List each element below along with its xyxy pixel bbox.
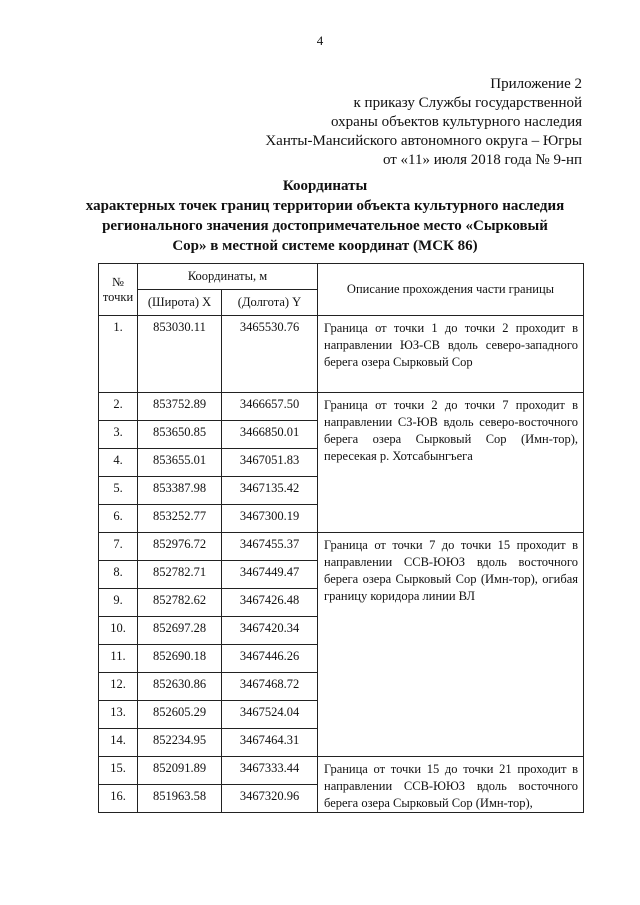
header-point-number: № точки [99, 264, 138, 316]
coord-y: 3467426.48 [222, 589, 318, 617]
coord-y: 3467420.34 [222, 617, 318, 645]
coord-x: 851963.58 [138, 785, 222, 813]
boundary-description: Граница от точки 7 до точки 15 проходит в направлении ССВ-ЮЮЗ вдоль восточного берега озера Сырковый Сор (Имн-тор), огибая границу коридора линии ВЛ [318, 533, 584, 757]
coord-x: 852234.95 [138, 729, 222, 757]
title-line: характерных точек границ территории объекта культурного наследия [85, 198, 565, 214]
point-number: 8. [99, 561, 138, 589]
coord-y: 3466850.01 [222, 421, 318, 449]
boundary-description: Граница от точки 15 до точки 21 проходит в направлении ССВ-ЮЮЗ вдоль восточного берега озера Сырковый Сор (Имн-тор), [318, 757, 584, 813]
point-number: 3. [99, 421, 138, 449]
coord-x: 853030.11 [138, 316, 222, 393]
coord-x: 853252.77 [138, 505, 222, 533]
point-number: 1. [99, 316, 138, 393]
header-coordinates: Координаты, м [138, 264, 318, 290]
point-number: 13. [99, 701, 138, 729]
point-number: 7. [99, 533, 138, 561]
coord-y: 3467449.47 [222, 561, 318, 589]
coord-y: 3467455.37 [222, 533, 318, 561]
document-title [60, 176, 590, 256]
appendix-line: охраны объектов культурного наследия [330, 114, 582, 130]
coord-x: 853650.85 [138, 421, 222, 449]
point-number: 10. [99, 617, 138, 645]
coord-x: 852091.89 [138, 757, 222, 785]
appendix-block [265, 75, 582, 170]
point-number: 14. [99, 729, 138, 757]
coord-y: 3467135.42 [222, 477, 318, 505]
boundary-description: Граница от точки 1 до точки 2 проходит в направлении ЮЗ-СВ вдоль северо-западного берега озера Сырковый Сор [318, 316, 584, 393]
coord-x: 853655.01 [138, 449, 222, 477]
point-number: 5. [99, 477, 138, 505]
table-row [99, 316, 584, 393]
coord-y: 3465530.76 [222, 316, 318, 393]
title-line: Координаты [282, 178, 368, 194]
coord-y: 3467446.26 [222, 645, 318, 673]
point-number: 4. [99, 449, 138, 477]
appendix-line: к приказу Службы государственной [353, 95, 582, 111]
appendix-line: Ханты-Мансийского автономного округа – Югры [265, 133, 582, 149]
coord-x: 853387.98 [138, 477, 222, 505]
coord-y: 3467300.19 [222, 505, 318, 533]
coord-x: 852697.28 [138, 617, 222, 645]
coord-x: 853752.89 [138, 393, 222, 421]
coord-x: 852782.71 [138, 561, 222, 589]
point-number: 15. [99, 757, 138, 785]
coord-y: 3466657.50 [222, 393, 318, 421]
header-x: (Широта) X [138, 290, 222, 316]
point-number: 6. [99, 505, 138, 533]
coord-x: 852605.29 [138, 701, 222, 729]
title-line: регионального значения достопримечательное место «Сырковый [102, 218, 548, 234]
page-number: 4 [316, 33, 324, 48]
point-number: 16. [99, 785, 138, 813]
coord-y: 3467468.72 [222, 673, 318, 701]
coord-x: 852630.86 [138, 673, 222, 701]
coord-y: 3467320.96 [222, 785, 318, 813]
coord-x: 852782.62 [138, 589, 222, 617]
table-row [99, 533, 584, 561]
coord-x: 852976.72 [138, 533, 222, 561]
title-line: Сор» в местной системе координат (МСК 86) [172, 238, 478, 254]
appendix-line: от «11» июля 2018 года № 9-нп [382, 152, 582, 168]
coord-y: 3467464.31 [222, 729, 318, 757]
appendix-line: Приложение 2 [490, 76, 582, 92]
header-description: Описание прохождения части границы [318, 264, 584, 316]
coord-y: 3467051.83 [222, 449, 318, 477]
coord-x: 852690.18 [138, 645, 222, 673]
point-number: 2. [99, 393, 138, 421]
coord-y: 3467333.44 [222, 757, 318, 785]
point-number: 11. [99, 645, 138, 673]
coord-y: 3467524.04 [222, 701, 318, 729]
boundary-description: Граница от точки 2 до точки 7 проходит в направлении СЗ-ЮВ вдоль северо-восточного берега озера Сырковый Сор (Имн-тор), пересекая р. Хотсабынгъега [318, 393, 584, 533]
table-row [99, 757, 584, 785]
table-row [99, 393, 584, 421]
point-number: 12. [99, 673, 138, 701]
point-number: 9. [99, 589, 138, 617]
coordinates-table [98, 263, 584, 813]
header-y: (Долгота) Y [222, 290, 318, 316]
